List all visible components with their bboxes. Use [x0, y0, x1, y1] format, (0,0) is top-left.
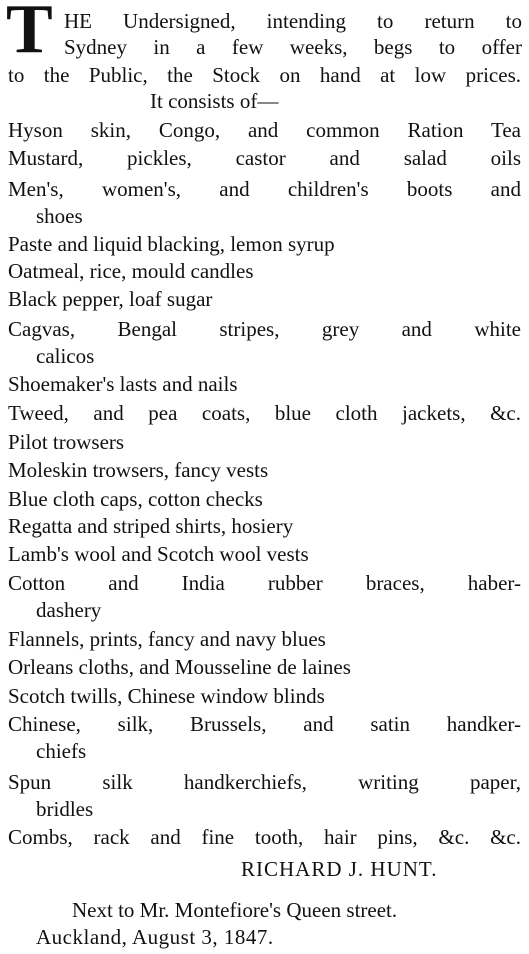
intro-line: to the Public, the Stock on hand at low prices.	[8, 63, 521, 87]
stock-item: Orleans cloths, and Mousseline de laines	[8, 655, 351, 679]
address-line: Next to Mr. Montefiore's Queen street.	[72, 898, 398, 922]
stock-item: Lamb's wool and Scotch wool vests	[8, 542, 309, 566]
stock-item: Moleskin trowsers, fancy vests	[8, 458, 269, 482]
stock-item: Hyson skin, Congo, and common Ration Tea	[8, 118, 521, 142]
intro-line: HE Undersigned, intending to return to	[64, 9, 522, 33]
dateline: Auckland, August 3, 1847.	[36, 925, 274, 949]
signature: RICHARD J. HUNT.	[241, 857, 438, 881]
stock-item-continuation: dashery	[36, 598, 102, 622]
stock-item: Tweed, and pea coats, blue cloth jackets, &c.	[8, 401, 521, 425]
stock-item: Mustard, pickles, castor and salad oils	[8, 146, 521, 170]
stock-item-continuation: shoes	[36, 204, 83, 228]
stock-item: Regatta and striped shirts, hosiery	[8, 514, 294, 538]
stock-item-continuation: calicos	[36, 344, 95, 368]
stock-item-continuation: chiefs	[36, 739, 87, 763]
stock-item: Men's, women's, and children's boots and	[8, 177, 521, 201]
stock-item: Combs, rack and fine tooth, hair pins, &c. &c.	[8, 825, 521, 849]
stock-item: Blue cloth caps, cotton checks	[8, 487, 263, 511]
stock-item: Shoemaker's lasts and nails	[8, 372, 238, 396]
consists-heading: It consists of—	[150, 89, 279, 113]
stock-item: Flannels, prints, fancy and navy blues	[8, 627, 326, 651]
stock-item-continuation: bridles	[36, 797, 94, 821]
stock-item: Cotton and India rubber braces, haber-	[8, 571, 521, 595]
stock-item: Spun silk handkerchiefs, writing paper,	[8, 770, 521, 794]
stock-item: Scotch twills, Chinese window blinds	[8, 684, 325, 708]
intro-line: Sydney in a few weeks, begs to offer	[64, 35, 522, 59]
stock-item: Pilot trowsers	[8, 430, 125, 454]
stock-item: Black pepper, loaf sugar	[8, 287, 213, 311]
stock-item: Cagvas, Bengal stripes, grey and white	[8, 317, 521, 341]
stock-item: Chinese, silk, Brussels, and satin handker-	[8, 712, 521, 736]
stock-item: Oatmeal, rice, mould candles	[8, 259, 254, 283]
stock-item: Paste and liquid blacking, lemon syrup	[8, 232, 335, 256]
drop-cap: T	[6, 0, 51, 68]
